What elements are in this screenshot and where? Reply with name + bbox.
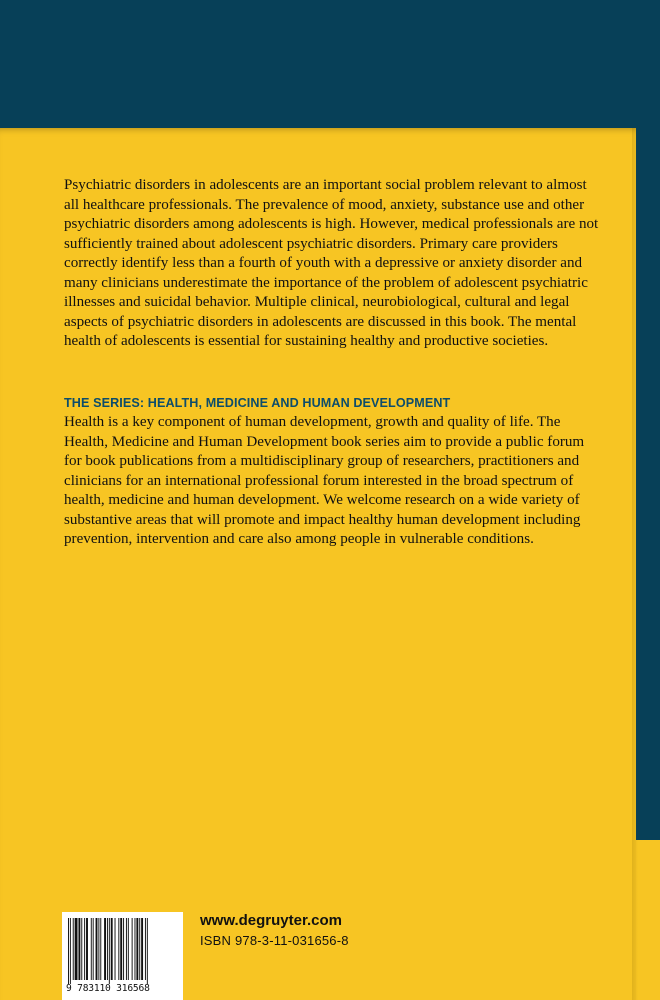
isbn-number: ISBN 978-3-11-031656-8 bbox=[200, 933, 349, 948]
barcode-number: 9 783110 316568 bbox=[66, 983, 150, 994]
panel-edge-shadow bbox=[632, 128, 638, 1000]
isbn-barcode bbox=[62, 912, 183, 1000]
book-blurb: Psychiatric disorders in adolescents are an important social problem relevant to almost all healthcare professionals. The prevalence of mood, anxiety, substance use and other psychiatric disorders among adolescents is high. However, medical professionals are not sufficiently trained about adolescent psychiatric disorders. Primary care providers correctly identify less than a fourth of youth with a depressive or anxiety disorder and many clinicians underestimate the importance of the problem of adolescent psychiatric illnesses and suicidal behavior. Multiple clinical, neurobiological, cultural and legal aspects of psychiatric disorders in adolescents are discussed in this book. The mental health of adolescents is essential for sustaining healthy and productive societies. bbox=[64, 177, 599, 349]
publisher-website: www.degruyter.com bbox=[200, 912, 342, 929]
top-teal-band bbox=[0, 0, 660, 128]
series-heading: THE SERIES: HEALTH, MEDICINE AND HUMAN DEVELOPMENT bbox=[64, 396, 451, 410]
series-description: Health is a key component of human development, growth and quality of life. The Health, Medicine and Human Development book series aim to provide a public forum for book publications from a multidisciplinary group of researchers, practitioners and clinicians for an international professional forum interested in the broad spectrum of health, medicine and human development. We welcome research on a wide variety of substantive areas that will promote and impact healthy human development including prevention, intervention and care also among people in vulnerable conditions. bbox=[64, 414, 585, 547]
spine-teal-strip bbox=[636, 128, 660, 840]
